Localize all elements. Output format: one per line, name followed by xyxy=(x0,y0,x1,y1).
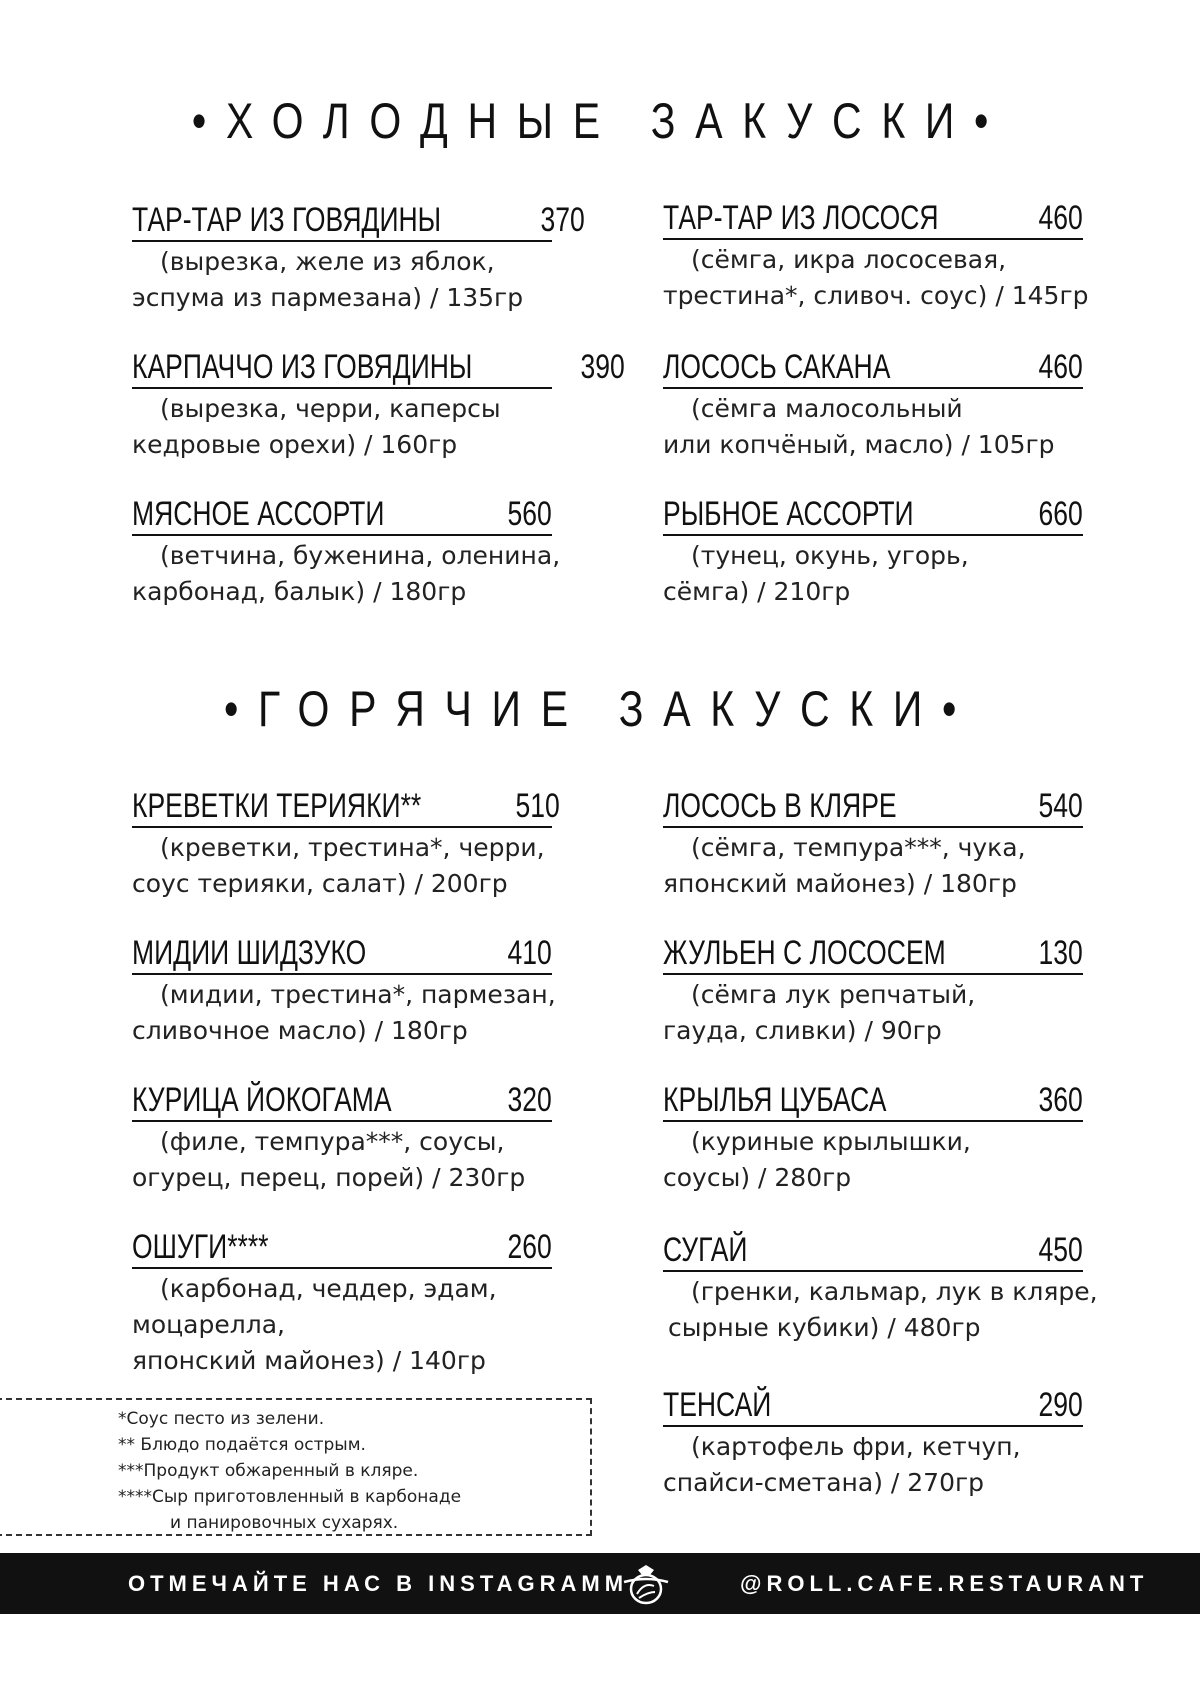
description-line: сырные кубики) / 480гр xyxy=(668,1313,981,1342)
menu-item-name: ТАР-ТАР ИЗ ЛОСОСЯ xyxy=(663,199,939,237)
menu-item xyxy=(663,1230,1098,1346)
menu-item-name: ЛОСОСЬ САКАНА xyxy=(663,348,891,386)
menu-item-description xyxy=(663,830,1083,902)
menu-item xyxy=(663,786,1083,902)
menu-item-header xyxy=(132,786,560,828)
menu-item-description xyxy=(132,830,552,902)
footnotes-box xyxy=(0,1398,592,1536)
menu-item-price: 370 xyxy=(540,201,586,239)
menu-item-header xyxy=(663,1385,1083,1427)
description-line: соус терияки, салат) / 200гр xyxy=(132,869,508,898)
menu-item-description xyxy=(663,1274,1098,1346)
menu-item xyxy=(663,347,1083,463)
description-line: (креветки, трестина*, черри, xyxy=(160,833,545,862)
menu-item xyxy=(132,786,560,902)
menu-item-description xyxy=(663,242,1089,314)
menu-item-price: 410 xyxy=(507,934,552,972)
menu-item xyxy=(132,933,556,1049)
menu-item-price: 320 xyxy=(507,1081,552,1119)
description-line: или копчёный, масло) / 105гр xyxy=(663,430,1055,459)
description-line: (сёмга малосольный xyxy=(691,394,963,423)
hot-appetizers-title: •ГОРЯЧИЕ ЗАКУСКИ• xyxy=(223,681,977,737)
description-line: сливочное масло) / 180гр xyxy=(132,1016,468,1045)
menu-item xyxy=(663,933,1083,1049)
menu-item-header xyxy=(663,1230,1083,1272)
menu-item-header xyxy=(132,1080,552,1122)
menu-item-name: ТАР-ТАР ИЗ ГОВЯДИНЫ xyxy=(132,201,442,239)
footnote-line: ****Сыр приготовленный в карбонаде xyxy=(118,1487,462,1507)
menu-item xyxy=(132,494,561,610)
description-line: соусы) / 280гр xyxy=(663,1163,852,1192)
menu-item-header xyxy=(663,933,1083,975)
roll-logo-icon xyxy=(618,1562,674,1606)
menu-item-header xyxy=(663,198,1083,240)
menu-item-description xyxy=(132,977,556,1049)
description-line: (сёмга, темпура***, чука, xyxy=(691,833,1026,862)
menu-item-description xyxy=(132,538,561,610)
menu-item-price: 260 xyxy=(507,1228,552,1266)
menu-item-header xyxy=(132,200,586,242)
menu-item-name: КУРИЦА ЙОКОГАМА xyxy=(132,1081,392,1119)
menu-item-name: ЛОСОСЬ В КЛЯРЕ xyxy=(663,787,897,825)
description-line: (сёмга лук репчатый, xyxy=(691,980,976,1009)
menu-item-price: 130 xyxy=(1038,934,1083,972)
description-line: гауда, сливки) / 90гр xyxy=(663,1016,942,1045)
menu-item-header xyxy=(132,347,626,389)
menu-item-description xyxy=(132,1124,552,1196)
menu-item-price: 390 xyxy=(580,348,626,386)
menu-item-header xyxy=(132,933,552,975)
menu-item xyxy=(132,1080,552,1196)
description-line: (вырезка, черри, каперсы xyxy=(160,394,501,423)
menu-item-name: МЯСНОЕ АССОРТИ xyxy=(132,495,385,533)
menu-item xyxy=(663,1080,1083,1196)
menu-item-header xyxy=(132,494,552,536)
footnote-line: ** Блюдо подаётся острым. xyxy=(118,1435,366,1455)
menu-item xyxy=(663,494,1083,610)
cold-appetizers-title: •ХОЛОДНЫЕ ЗАКУСКИ• xyxy=(191,93,1009,149)
menu-item xyxy=(663,198,1089,314)
description-line: (картофель фри, кетчуп, xyxy=(691,1432,1021,1461)
description-line: сёмга) / 210гр xyxy=(663,577,851,606)
menu-item-header xyxy=(663,786,1083,828)
menu-item-description xyxy=(132,244,552,316)
menu-item-description xyxy=(663,977,1083,1049)
menu-item-price: 290 xyxy=(1038,1386,1083,1424)
description-line: эспума из пармезана) / 135гр xyxy=(132,283,524,312)
description-line: (сёмга, икра лососевая, xyxy=(691,245,1007,274)
footer-bar xyxy=(0,1553,1200,1614)
menu-item xyxy=(132,200,586,316)
footnote-line: *Соус песто из зелени. xyxy=(118,1409,325,1429)
description-line: карбонад, балык) / 180гр xyxy=(132,577,467,606)
description-line: (куриные крылышки, xyxy=(691,1127,971,1156)
menu-item-name: РЫБНОЕ АССОРТИ xyxy=(663,495,914,533)
menu-item-name: ЖУЛЬЕН С ЛОСОСЕМ xyxy=(663,934,946,972)
menu-item-description xyxy=(663,391,1083,463)
description-line: (ветчина, буженина, оленина, xyxy=(160,541,561,570)
menu-item-price: 560 xyxy=(507,495,552,533)
footnote-line: ***Продукт обжаренный в кляре. xyxy=(118,1461,419,1481)
menu-item-description xyxy=(663,1124,1083,1196)
menu-item-description xyxy=(663,1429,1083,1501)
instagram-call-to-action: ОТМЕЧАЙТЕ НАС В INSTAGRAMM xyxy=(128,1571,629,1596)
description-line: (тунец, окунь, угорь, xyxy=(691,541,969,570)
menu-item xyxy=(132,347,626,463)
menu-item-price: 660 xyxy=(1038,495,1083,533)
menu-item-price: 540 xyxy=(1038,787,1083,825)
menu-item-header xyxy=(663,347,1083,389)
menu-item-header xyxy=(663,1080,1083,1122)
description-line: моцарелла, xyxy=(132,1310,285,1339)
menu-item-name: КАРПАЧЧО ИЗ ГОВЯДИНЫ xyxy=(132,348,473,386)
menu-item-header xyxy=(132,1227,552,1269)
menu-item-description xyxy=(132,391,552,463)
menu-item xyxy=(132,1227,552,1379)
menu-item-description xyxy=(663,538,1083,610)
description-line: (мидии, трестина*, пармезан, xyxy=(160,980,556,1009)
instagram-handle: @ROLL.CAFE.RESTAURANT xyxy=(740,1571,1149,1596)
description-line: трестина*, сливоч. соус) / 145гр xyxy=(663,281,1089,310)
menu-item-name: МИДИИ ШИДЗУКО xyxy=(132,934,367,972)
footnote-line: и панировочных сухарях. xyxy=(170,1513,399,1533)
description-line: японский майонез) / 140гр xyxy=(132,1346,486,1375)
menu-item-name: СУГАЙ xyxy=(663,1231,748,1269)
description-line: (карбонад, чеддер, эдам, xyxy=(160,1274,497,1303)
menu-item-name: ТЕНСАЙ xyxy=(663,1386,772,1424)
menu-item-header xyxy=(663,494,1083,536)
menu-item-name: ОШУГИ**** xyxy=(132,1228,269,1266)
menu-item-name: КРЕВЕТКИ ТЕРИЯКИ** xyxy=(132,787,422,825)
description-line: (вырезка, желе из яблок, xyxy=(160,247,495,276)
description-line: (гренки, кальмар, лук в кляре, xyxy=(691,1277,1098,1306)
description-line: кедровые орехи) / 160гр xyxy=(132,430,458,459)
menu-item-name: КРЫЛЬЯ ЦУБАСА xyxy=(663,1081,887,1119)
menu-item xyxy=(663,1385,1083,1501)
menu-item-price: 460 xyxy=(1038,199,1083,237)
menu-item-price: 360 xyxy=(1038,1081,1083,1119)
menu-item-price: 460 xyxy=(1038,348,1083,386)
description-line: (филе, темпура***, соусы, xyxy=(160,1127,505,1156)
description-line: огурец, перец, порей) / 230гр xyxy=(132,1163,526,1192)
description-line: спайси-сметана) / 270гр xyxy=(663,1468,984,1497)
menu-item-price: 450 xyxy=(1038,1231,1083,1269)
menu-item-price: 510 xyxy=(515,787,560,825)
description-line: японский майонез) / 180гр xyxy=(663,869,1017,898)
menu-item-description xyxy=(132,1271,552,1379)
